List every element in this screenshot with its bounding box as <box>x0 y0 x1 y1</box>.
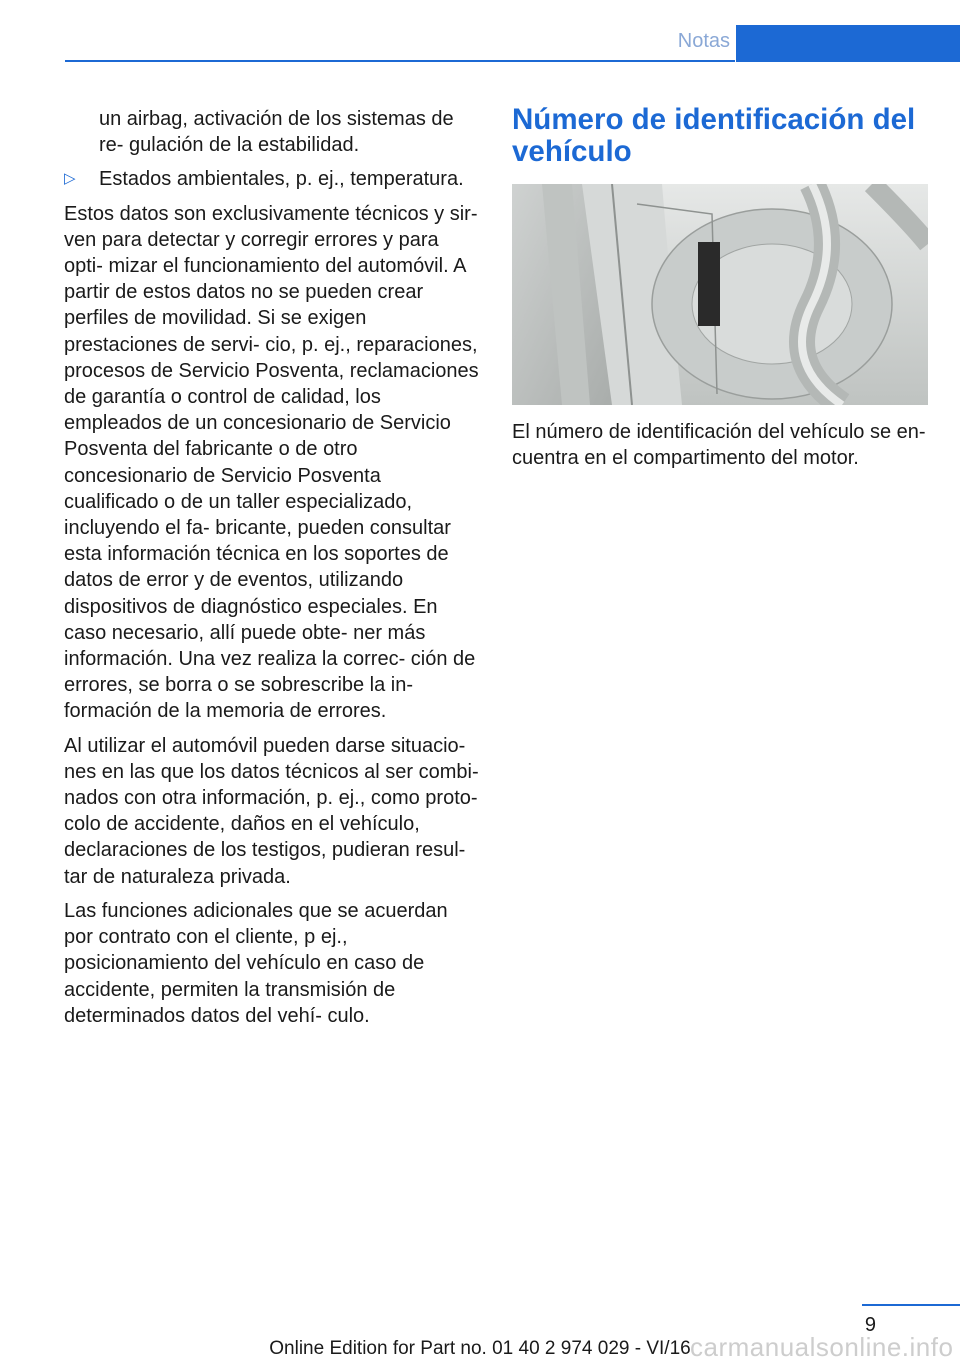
engine-compartment-illustration <box>512 184 928 405</box>
paragraph-private-data: Al utilizar el automóvil pueden darse situacio- nes en las que los datos técnicos al ser combi- nados con otra información, p. ej., como proto- colo de accidente, daños en el vehículo, declaraciones de los testigos, pudieran resul- tar de naturaleza privada. <box>64 734 479 888</box>
paragraph-technical-data: Estos datos son exclusivamente técnicos y sir- ven para detectar y corregir errores y para opti- mizar el funcionamiento del automóvil. A partir de estos datos no se pueden crear perfiles de movilidad. Si se exigen prestaciones de servi- cio, p. ej., reparaciones, procesos de Servicio Posventa, reclamaciones de garantía o control de calidad, los empleados de un concesionario de Servicio Posventa del fabricante o de otro concesionario de Servicio Posventa cualificado o de un taller especializado, incluyendo el fa- bricante, pueden consultar esta información técnica en los soportes de datos de error y de eventos, utilizando dispositivos de diagnóstico especiales. En caso necesario, allí puede obte- ner más información. Una vez realiza la correc- ción de errores, se borra o se sobrescribe la in- formación de la memoria de errores. <box>64 202 479 723</box>
figure-caption: El número de identificación del vehículo se en- cuentra en el compartimento del motor. <box>512 421 926 470</box>
triangle-bullet-icon: ▷ <box>64 170 76 188</box>
left-column <box>64 106 479 1037</box>
header-accent-block <box>736 25 960 62</box>
list-item-text: Estados ambientales, p. ej., temperatura. <box>99 168 464 191</box>
page-number: 9 <box>864 1314 876 1336</box>
section-heading: Número de identificación del vehículo <box>512 103 916 168</box>
header-rule <box>65 60 735 62</box>
edition-line: Online Edition for Part no. 01 40 2 974 029 - VI/16 <box>269 1338 691 1359</box>
watermark: carmanualsonline.info <box>690 1332 954 1362</box>
right-column <box>512 104 928 471</box>
continued-list-text: un airbag, activación de los sistemas de re- gulación de la estabilidad. <box>99 108 454 157</box>
footer-rule <box>862 1304 960 1306</box>
section-label: Notas <box>677 30 730 52</box>
engine-compartment-drawing <box>512 184 928 405</box>
paragraph-additional-functions: Las funciones adicionales que se acuerdan por contrato con el cliente, p ej., posicionamiento del vehículo en caso de accidente, permiten la transmisión de determinados datos del vehí- culo. <box>64 899 448 1027</box>
list-item <box>64 166 479 192</box>
